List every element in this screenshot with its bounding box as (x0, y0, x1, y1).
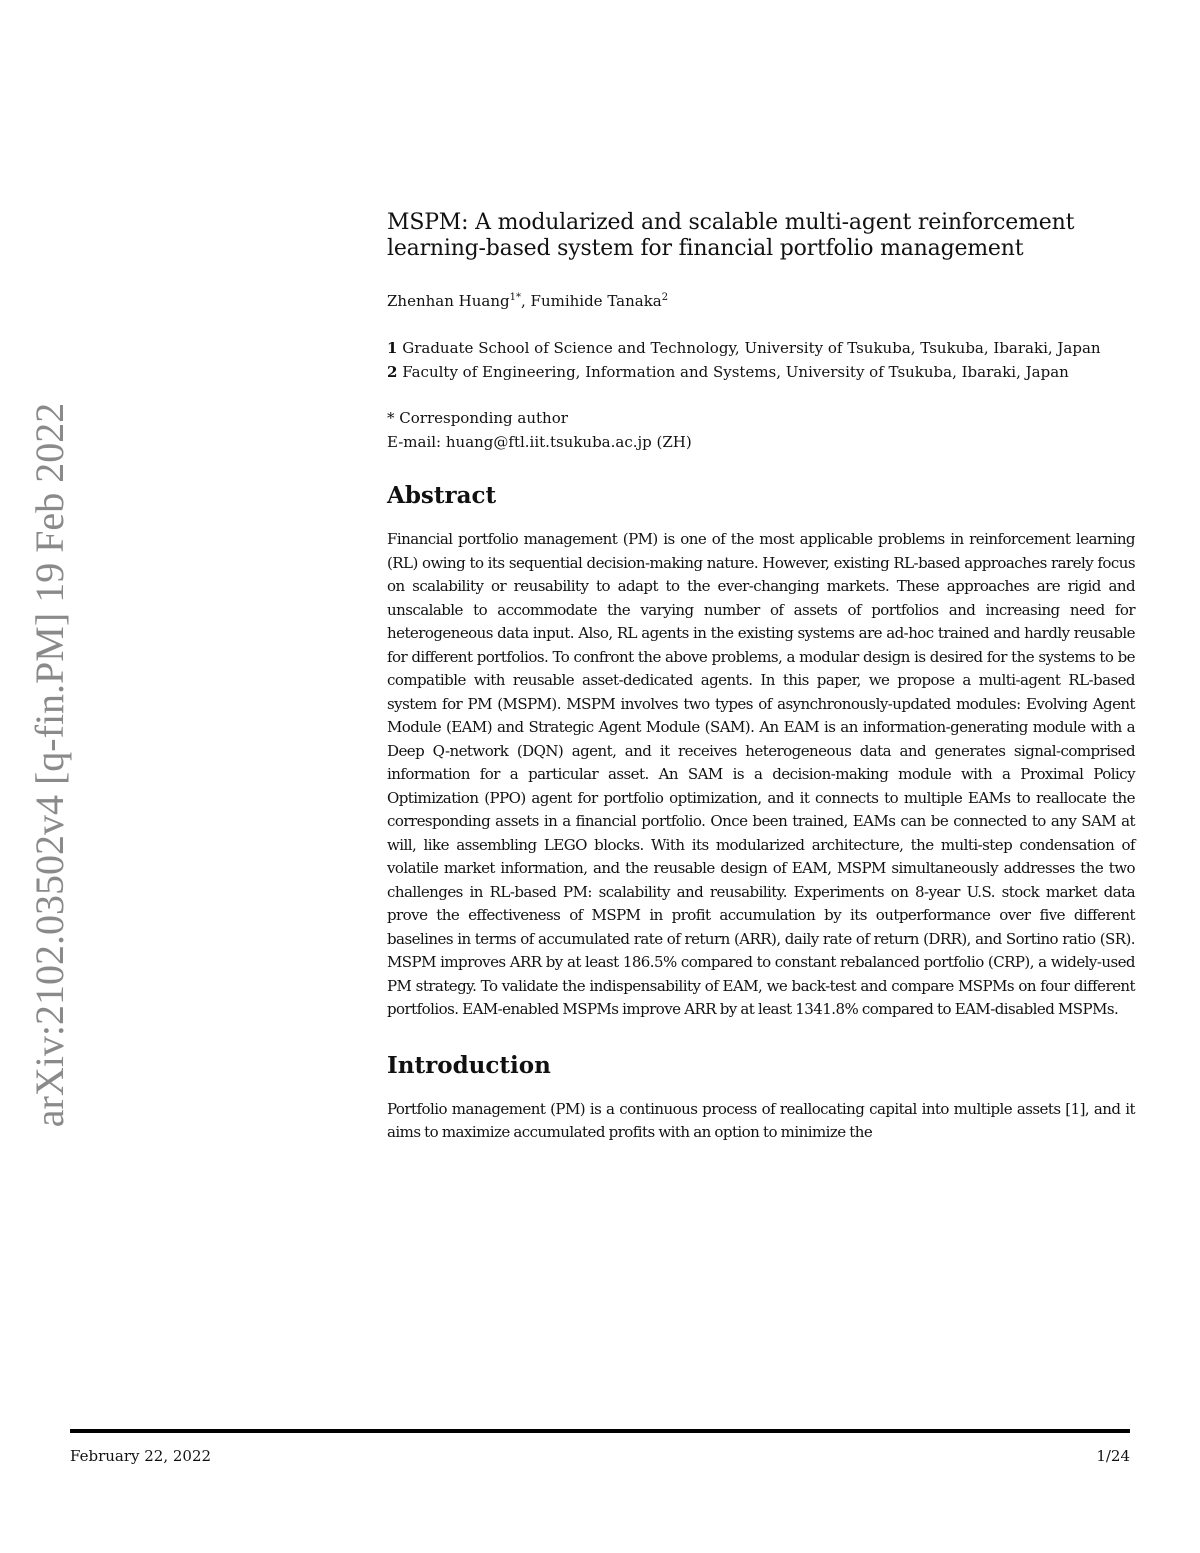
arxiv-stamp-text: arXiv:2102.03502v4 [q-fin.PM] 19 Feb 2022 (27, 402, 72, 1128)
abstract-text: Financial portfolio management (PM) is one of the most applicable problems in reinforcement learning (RL) owing to its sequential decision-making nature. However, existing RL-based approaches rarely focus on scalability or reusability to adapt to the ever-changing markets. These approaches are rigid and unscalable to accommodate the varying number of assets of portfolios and increasing need for heterogeneous data input. Also, RL agents in the existing systems are ad-hoc trained and hardly reusable for different portfolios. To confront the above problems, a modular design is desired for the systems to be compatible with reusable asset-dedicated agents. In this paper, we propose a multi-agent RL-based system for PM (MSPM). MSPM involves two types of asynchronously-updated modules: Evolving Agent Module (EAM) and Strategic Agent Module (SAM). An EAM is an information-generating module with a Deep Q-network (DQN) agent, and it receives heterogeneous data and generates signal-comprised information for a particular asset. An SAM is a decision-making module with a Proximal Policy Optimization (PPO) agent for portfolio optimization, and it connects to multiple EAMs to reallocate the corresponding assets in a financial portfolio. Once been trained, EAMs can be connected to any SAM at will, like assembling LEGO blocks. With its modularized architecture, the multi-step condensation of volatile market information, and the reusable design of EAM, MSPM simultaneously addresses the two challenges in RL-based PM: scalability and reusability. Experiments on 8-year U.S. stock market data prove the effectiveness of MSPM in profit accumulation by its outperformance over five different baselines in terms of accumulated rate of return (ARR), daily rate of return (DRR), and Sortino ratio (SR). MSPM improves ARR by at least 186.5% compared to constant rebalanced portfolio (CRP), a widely-used PM strategy. To validate the indispensability of EAM, we back-test and compare MSPMs on four different portfolios. EAM-enabled MSPMs improve ARR by at least 1341.8% compared to EAM-disabled MSPMs. (387, 530, 1135, 1018)
paper-title: MSPM: A modularized and scalable multi-agent reinforcement learning-based system for financial portfolio management (387, 210, 1075, 261)
author-name-2: Fumihide Tanaka (530, 292, 662, 310)
paper-content (387, 210, 1135, 1145)
author-affiliation-mark-2: 2 (661, 292, 669, 303)
introduction-heading: Introduction (387, 1051, 551, 1079)
affiliation-number: 2 (387, 362, 398, 381)
author-separator: , (520, 292, 531, 310)
corresponding-author-note: * Corresponding author (387, 409, 568, 427)
footer-rule (70, 1429, 1130, 1433)
affiliation-text: Faculty of Engineering, Information and Systems, University of Tsukuba, Ibaraki, Japan (402, 362, 1069, 381)
abstract-heading: Abstract (387, 482, 497, 509)
contact-info (387, 407, 1135, 454)
email-line: E-mail: huang@ftl.iit.tsukuba.ac.jp (ZH) (387, 432, 692, 451)
affiliation-text: Graduate School of Science and Technology, University of Tsukuba, Tsukuba, Ibaraki, Japan (402, 339, 1101, 357)
footer-date: February 22, 2022 (70, 1447, 212, 1465)
author-name-1: Zhenhan Huang (387, 292, 510, 310)
arxiv-sidebar-stamp (26, 400, 74, 1130)
affiliation-number: 1 (387, 339, 398, 357)
author-line (387, 290, 1135, 312)
affiliation-2 (387, 361, 1135, 385)
author-affiliation-mark-1: 1* (509, 292, 521, 303)
affiliations (387, 337, 1135, 384)
introduction-text: Portfolio management (PM) is a continuous process of reallocating capital into multiple assets [1], and it aims to maximize accumulated profits with an option to minimize the (387, 1099, 1135, 1141)
affiliation-1 (387, 337, 1135, 361)
page-number: 1/24 (1096, 1447, 1130, 1465)
